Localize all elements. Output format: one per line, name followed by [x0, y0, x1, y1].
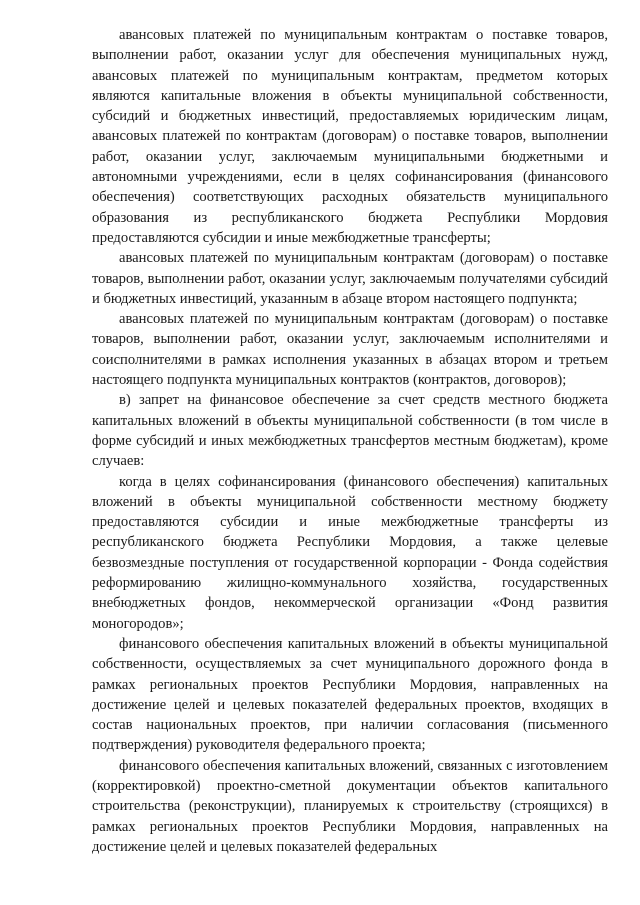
paragraph-exception-road-fund: финансового обеспечения капитальных вложений в объекты муниципальной собственности, осуществляемых за счет муниципального дорожного фонда в рамках региональных проектов Республики Мордовия, направленных на достижение целей и целевых показателей федеральных проектов, входящих в состав национальных проектов, при наличии согласования (письменного подтверждения) руководителя федерального проекта; [92, 635, 608, 754]
paragraph-advance-payments-subsidy-recipients: авансовых платежей по муниципальным контрактам (договорам) о поставке товаров, выполнении работ, оказании услуг, заключаемым получателями субсидий и бюджетных инвестиций, указанным в абзаце втором настоящего подпункта; [92, 250, 608, 307]
paragraph-advance-payments-municipal-contracts: авансовых платежей по муниципальным контрактам о поставке товаров, выполнении работ, оказании услуг для обеспечения муниципальных нужд, авансовых платежей по муниципальным контрактам, предметом которых являются капитальные вложения в объекты муниципальной собственности, субсидий и бюджетных инвестиций, предоставляемых юридическим лицам, авансовых платежей по контрактам (договорам) о поставке товаров, выполнении работ, оказании услуг, заключаемым муниципальными бюджетными и автономными учреждениями, если в целях софинансирования (финансового обеспечения) соответствующих расходных обязательств муниципального образования из республиканского бюджета Республики Мордовия предоставляются субсидии и иные межбюджетные трансферты; [92, 27, 608, 246]
paragraph-advance-payments-contractors: авансовых платежей по муниципальным контрактам (договорам) о поставке товаров, выполнении работ, оказании услуг, заключаемым исполнителями и соисполнителями в рамках исполнения указанных в абзацах втором и третьем настоящего подпункта муниципальных контрактов (контрактов, договоров); [92, 311, 608, 389]
paragraph-prohibition-capital-investments: в) запрет на финансовое обеспечение за счет средств местного бюджета капитальных вложений в объекты муниципальной собственности (в том числе в форме субсидий и иных межбюджетных трансфертов местным бюджетам), кроме случаев: [92, 392, 608, 470]
paragraph-exception-cofinancing: когда в целях софинансирования (финансового обеспечения) капитальных вложений в объекты муниципальной собственности местному бюджету предоставляются субсидии и иные межбюджетные трансферты из республиканского бюджета Республики Мордовия, а также целевые безвозмездные поступления от государственной корпорации - Фонда содействия реформированию жилищно-коммунального хозяйства, государственных внебюджетных фондов, некоммерческой организации «Фонд развития моногородов»; [92, 473, 608, 632]
paragraph-exception-design-documentation: финансового обеспечения капитальных вложений, связанных с изготовлением (корректировкой) проектно-сметной документации объектов капитального строительства (реконструкции), планируемых к строительству (строящихся) в рамках региональных проектов Республики Мордовия, направленных на достижение целей и целевых показателей федеральных [92, 757, 608, 855]
